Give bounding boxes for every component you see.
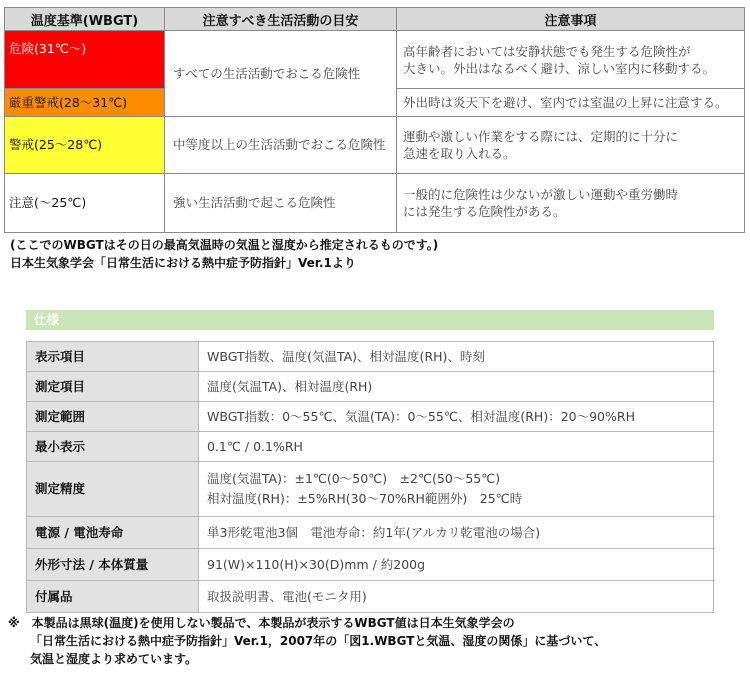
level-danger: 危険(31℃～) [5,31,165,89]
level-caution: 注意(～25℃) [5,173,165,232]
level-warning: 警戒(25～28℃) [5,116,165,173]
note-line: 大きい。外出はなるべく避け、涼しい室内に移動する。 [403,60,716,76]
spec-key: 最小表示 [27,432,199,462]
note-caution [397,173,745,232]
spec-value: WBGT指数、温度(気温TA)、相対温度(RH)、時刻 [199,342,714,372]
guide-strong-activities: 強い生活活動で起こる危険性 [165,173,397,232]
spec-value: 取扱説明書、電池(モニタ用) [199,581,714,613]
note-danger [397,31,745,89]
note-line: 外出時は炎天下を避け、室内では室温の上昇に注意する。 [403,94,728,110]
spec-key: 測定項目 [27,372,199,402]
spec-key: 表示項目 [27,342,199,372]
spec-key: 測定精度 [27,462,199,517]
spec-row [27,549,714,581]
note-line: には発生する危険性がある。 [403,203,566,219]
spec-key: 電源 / 電池寿命 [27,517,199,549]
spec-key: 外形寸法 / 本体質量 [27,549,199,581]
spec-row [27,402,714,432]
spec-value: 0.1℃ / 0.1%RH [199,432,714,462]
guide-moderate-activities: 中等度以上の生活活動でおこる危険性 [165,116,397,173]
spec-key: 測定範囲 [27,402,199,432]
spec-value: 91(W)×110(H)×30(D)mm / 約200g [199,549,714,581]
wbgt-row-caution [5,173,745,232]
spec-value [199,462,714,517]
source-line: 日本生気象学会「日常生活における熱中症予防指針」Ver.1より [10,256,356,270]
spec-key: 付属品 [27,581,199,613]
note-severe-warning [397,89,745,117]
wbgt-row-danger [5,31,745,89]
spec-row [27,517,714,549]
header-activity-guide: 注意すべき生活活動の目安 [165,8,397,31]
spec-value-line: 相対温度(RH)：±5%RH(30～70%RH範囲外) 25℃時 [207,491,523,506]
footnote [8,614,743,668]
note-line: 急速を取り入れる。 [403,145,516,161]
spec-value: 温度(気温TA)、相対温度(RH) [199,372,714,402]
note-line: 高年齢者においては安静状態でも発生する危険性が [403,43,691,59]
spec-value: WBGT指数：0～55℃、気温(TA)：0～55℃、相対温度(RH)：20～90%RH [199,402,714,432]
note-line: 運動や激しい作業をする際には、定期的に十分に [403,128,679,144]
guide-all-activities: すべての生活活動でおこる危険性 [165,31,397,117]
footnote-line: 「日常生活における熱中症予防指針」Ver.1，2007年の「図1.WBGTと気温、湿度の関係」に基づいて、 [30,634,607,648]
spec-row [27,432,714,462]
wbgt-header-row [5,8,745,31]
spec-row [27,342,714,372]
wbgt-source-note [10,236,740,272]
header-precautions: 注意事項 [397,8,745,31]
wbgt-guideline-table [4,7,745,233]
spec-row [27,372,714,402]
note-line: 一般的に危険性は少ないが激しい運動や重労働時 [403,186,679,202]
spec-row [27,462,714,517]
note-warning [397,116,745,173]
spec-table [26,341,714,613]
footnote-line: 気温と湿度より求めています。 [30,652,198,666]
spec-row [27,581,714,613]
footnote-line: ※ 本製品は黒球(温度)を使用しない製品で、本製品が表示するWBGT値は日本生気象学会の [8,616,515,630]
wbgt-row-warning [5,116,745,173]
spec-value: 単3形乾電池3個 電池寿命：約1年(アルカリ乾電池の場合) [199,517,714,549]
source-line: (ここでのWBGTはその日の最高気温時の気温と湿度から推定されるものです。) [10,238,439,252]
level-severe-warning: 厳重警戒(28～31℃) [5,89,165,117]
header-temperature-standard: 温度基準(WBGT) [5,8,165,31]
spec-section-title: 仕様 [26,310,714,330]
spec-value-line: 温度(気温TA)：±1℃(0～50℃) ±2℃(50～55℃) [207,471,501,486]
